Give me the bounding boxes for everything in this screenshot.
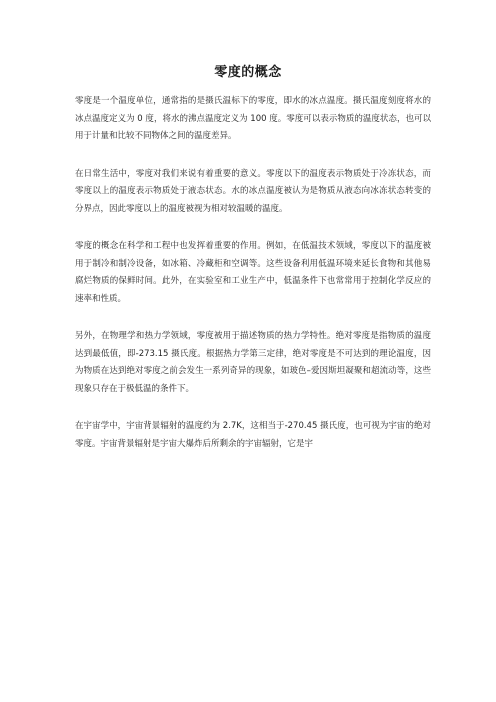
document-body xyxy=(75,93,431,453)
paragraph-2: 在日常生活中，零度对我们来说有着重要的意义。零度以下的温度表示物质处于冷冻状态，而零度以上的温度表示物质处于液态状态。水的冰点温度被认为是物质从液态向冰冻状态转变的分界点，因此零度以上的温度被视为相对较温暖的温度。 xyxy=(75,168,431,214)
paragraph-4: 另外，在物理学和热力学领域，零度被用于描述物质的热力学特性。绝对零度是指物质的温度达到最低值，即-273.15 摄氏度。根据热力学第三定律，绝对零度是不可达到的理论温度，因为物质在达到绝对零度之前会发生一系列奇异的现象，如玻色–爱因斯坦凝聚和超流动等，这些现象只存在于极低温的条件下。 xyxy=(75,331,431,394)
paragraph-3: 零度的概念在科学和工程中也发挥着重要的作用。例如，在低温技术领域，零度以下的温度被用于制冷和制冷设备，如冰箱、冷藏柜和空调等。这些设备利用低温环境来延长食物和其他易腐烂物质的保鲜时间。此外，在实验室和工业生产中，低温条件下也常常用于控制化学反应的速率和性质。 xyxy=(75,241,431,304)
paragraph-1: 零度是一个温度单位，通常指的是摄氏温标下的零度，即水的冰点温度。摄氏温度刻度将水的冰点温度定义为 0 度，将水的沸点温度定义为 100 度。零度可以表示物质的温度状态，也可以用于计量和比较不同物体之间的温度差异。 xyxy=(75,96,431,141)
paragraph-5: 在宇宙学中，宇宙背景辐射的温度约为 2.7K，这相当于-270.45 摄氏度，也可视为宇宙的绝对零度。宇宙背景辐射是宇宙大爆炸后所剩余的宇宙辐射，它是宇 xyxy=(75,421,431,449)
document-title: 零度的概念 xyxy=(214,65,282,80)
